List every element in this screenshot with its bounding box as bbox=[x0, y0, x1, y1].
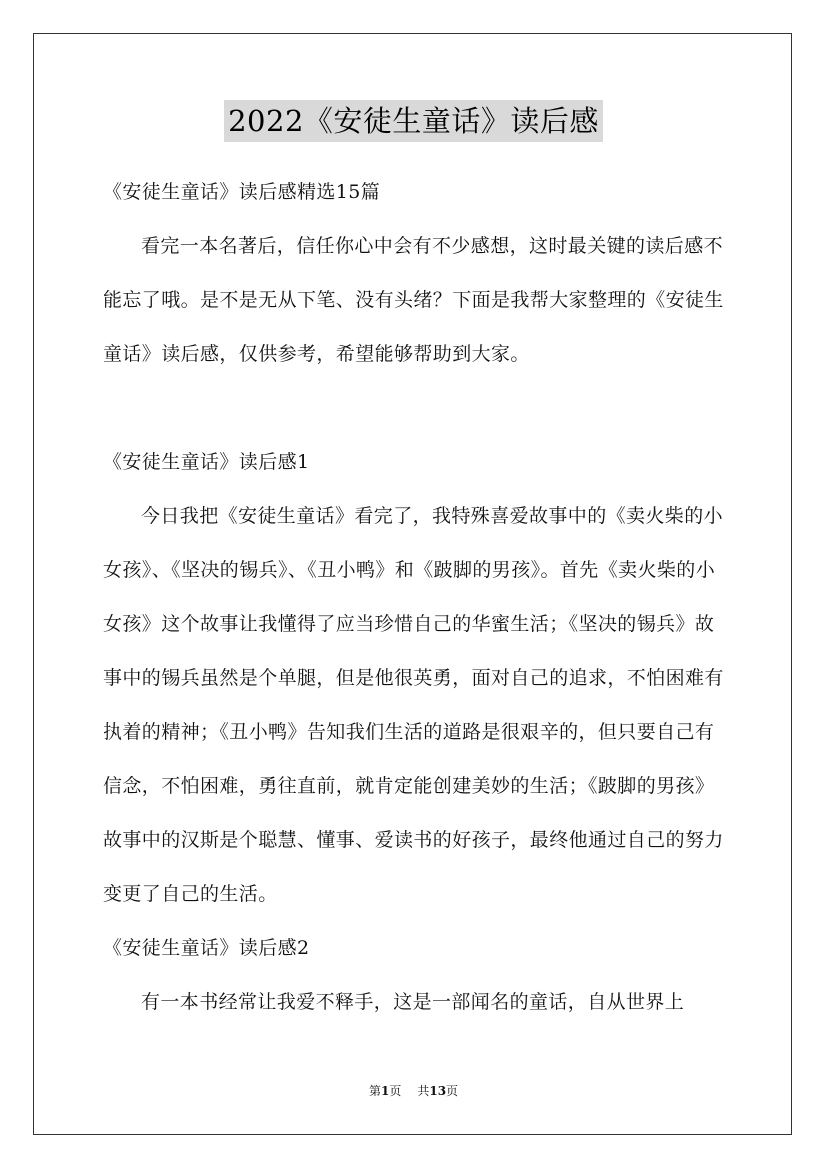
section-body-2: 有一本书经常让我爱不释手，这是一部闻名的童话，自从世界上 bbox=[141, 991, 685, 1013]
page-current: 1 bbox=[380, 1084, 390, 1098]
page-footer bbox=[0, 1082, 827, 1099]
document-title: 2022《安徒生童话》读后感 bbox=[224, 100, 603, 142]
spacer bbox=[103, 381, 733, 435]
section-heading-1: 《安徒生童话》读后感1 bbox=[103, 451, 310, 473]
document-subtitle: 《安徒生童话》读后感精选15篇 bbox=[103, 181, 381, 203]
total-unit: 页 bbox=[446, 1084, 459, 1098]
page-total: 13 bbox=[429, 1084, 447, 1098]
section-body-1: 今日我把《安徒生童话》看完了，我特殊喜爱故事中的《卖火柴的小女孩》、《坚决的锡兵》、《丑小鸭》和《跛脚的男孩》。首先《卖火柴的小女孩》这个故事让我懂得了应当珍惜自己的华蜜生活；《坚决的锡兵》故事中的锡兵虽然是个单腿，但是他很英勇，面对自己的追求，不怕困难有执着的精神；《丑小鸭》告知我们生活的道路是很艰辛的，但只要自己有信念，不怕困难，勇往直前，就肯定能创建美妙的生活；《跛脚的男孩》故事中的汉斯是个聪慧、懂事、爱读书的好孩子，最终他通过自己的努力变更了自己的生活。 bbox=[103, 505, 724, 905]
section-heading-2: 《安徒生童话》读后感2 bbox=[103, 937, 310, 959]
page-label: 第 bbox=[368, 1084, 381, 1098]
intro-paragraph: 看完一本名著后，信任你心中会有不少感想，这时最关键的读后感不能忘了哦。是不是无从下笔、没有头绪？下面是我帮大家整理的《安徒生童话》读后感，仅供参考，希望能够帮助到大家。 bbox=[103, 235, 724, 365]
total-label: 共 bbox=[417, 1084, 430, 1098]
document-body bbox=[103, 165, 733, 1029]
title-container bbox=[0, 100, 827, 142]
page-unit: 页 bbox=[389, 1084, 402, 1098]
